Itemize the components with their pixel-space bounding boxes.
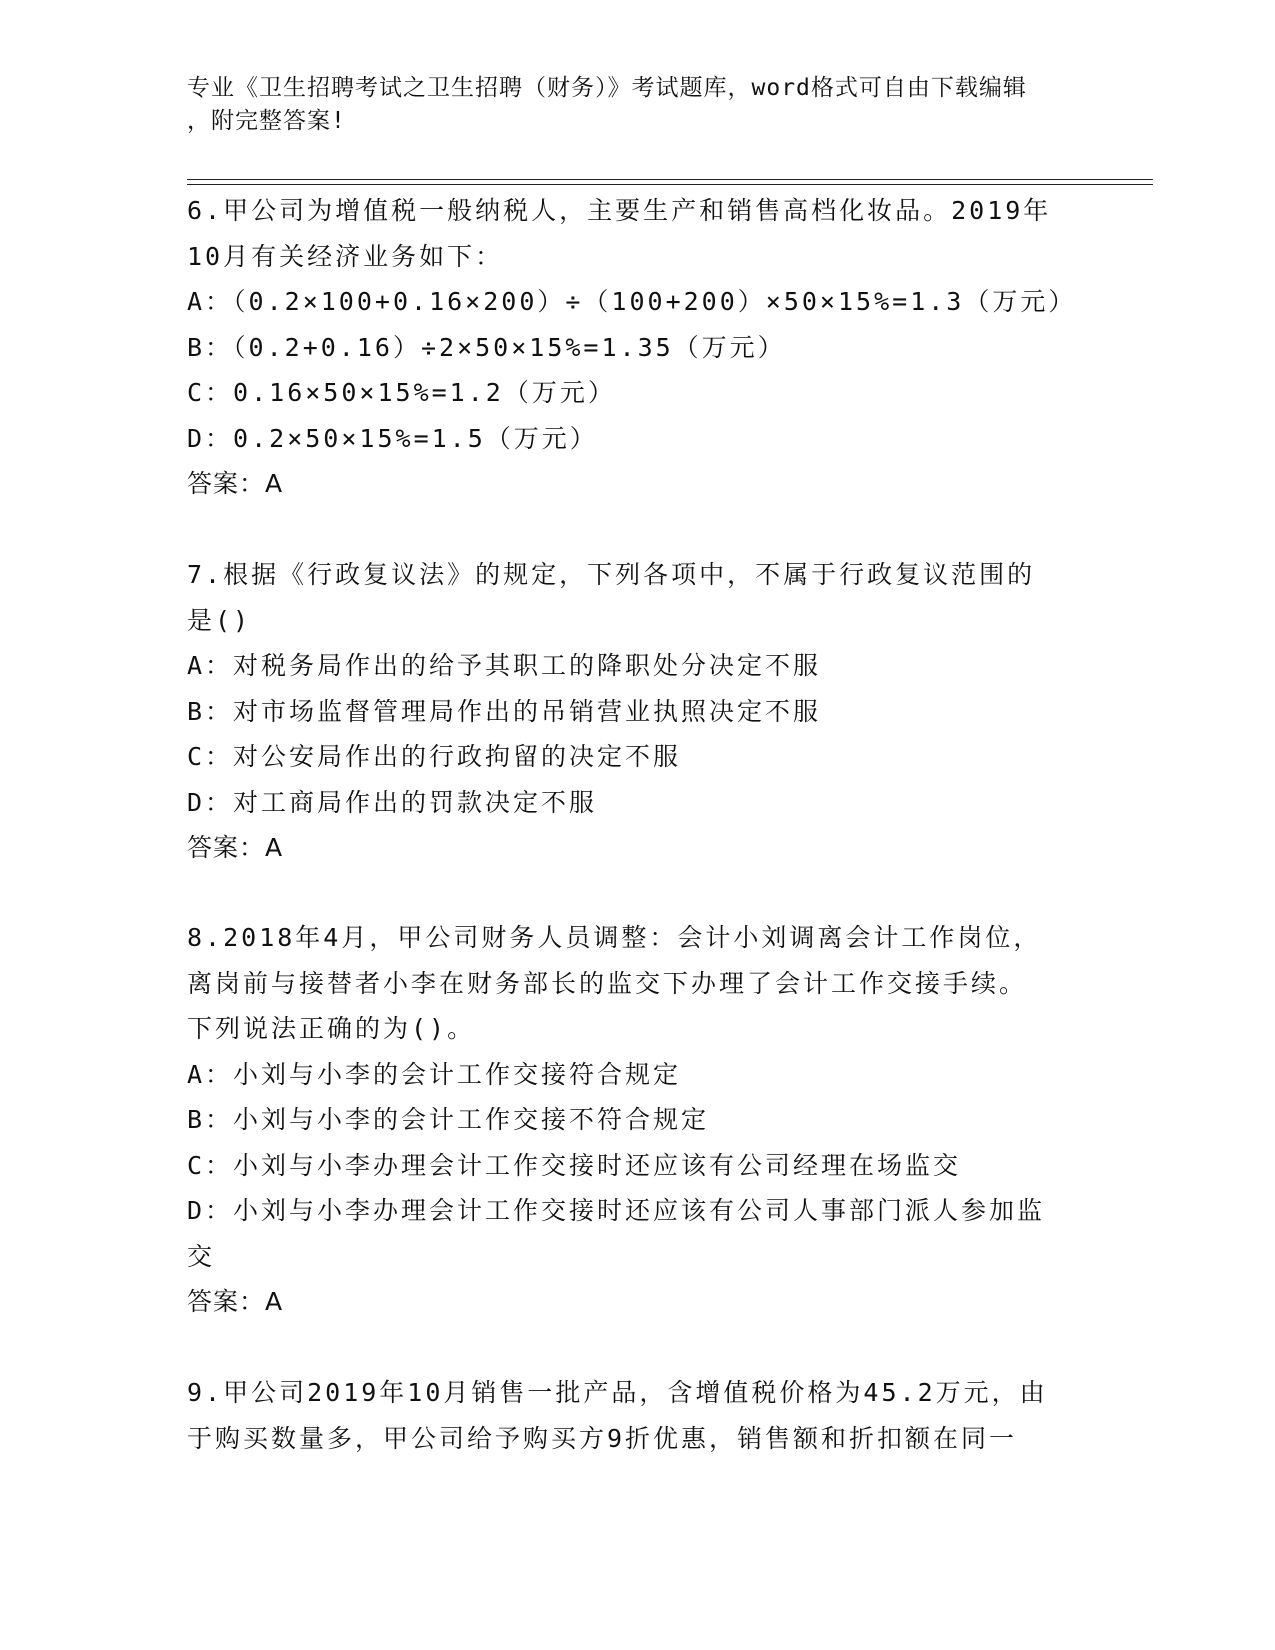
option-a: A：对税务局作出的给予其职工的降职处分决定不服 (187, 651, 822, 680)
question-9 (187, 1370, 1077, 1461)
header-line-1: 专业《卫生招聘考试之卫生招聘（财务）》考试题库，word格式可自由下载编辑 (187, 75, 1027, 101)
option-a: A：小刘与小李的会计工作交接符合规定 (187, 1059, 682, 1089)
header-divider-bottom (187, 184, 1153, 185)
question-text-line: 7.根据《行政复议法》的规定，下列各项中，不属于行政复议范围的 (187, 560, 1036, 589)
question-text-line: 于购买数量多，甲公司给予购买方9折优惠，销售额和折扣额在同一 (187, 1423, 1018, 1453)
option-d: D：小刘与小李办理会计工作交接时还应该有公司人事部门派人参加监 (187, 1196, 1046, 1225)
option-c: C：0.16×50×15%=1.2（万元） (187, 378, 616, 407)
document-header (187, 72, 1067, 138)
option-d: D：0.2×50×15%=1.5（万元） (187, 423, 598, 453)
option-a: A：（0.2×100+0.16×200）÷（100+200）×50×15%=1.3（万元） (187, 287, 1077, 316)
header-divider-top (187, 179, 1153, 180)
question-text-line: 离岗前与接替者小李在财务部长的监交下办理了会计工作交接手续。 (187, 968, 1028, 998)
question-text-line: 是() (187, 605, 252, 635)
option-b: B：（0.2+0.16）÷2×50×15%=1.35（万元） (187, 332, 786, 362)
question-text-line: 6.甲公司为增值税一般纳税人，主要生产和销售高档化妆品。2019年 (187, 196, 1052, 225)
header-line-2: ，附完整答案! (187, 108, 346, 134)
option-b: B：小刘与小李的会计工作交接不符合规定 (187, 1105, 710, 1134)
answer-line: 答案：A (187, 833, 284, 862)
answer-line: 答案：A (187, 1287, 284, 1316)
option-d-continued: 交 (187, 1241, 216, 1271)
question-text-line: 9.甲公司2019年10月销售一批产品，含增值税价格为45.2万元，由 (187, 1378, 1048, 1407)
answer-line: 答案：A (187, 469, 284, 498)
question-text-line: 10月有关经济业务如下： (187, 241, 504, 271)
question-7 (187, 552, 1077, 871)
question-8 (187, 915, 1077, 1325)
option-c: C：对公安局作出的行政拘留的决定不服 (187, 742, 682, 771)
option-b: B：对市场监督管理局作出的吊销营业执照决定不服 (187, 696, 822, 726)
option-c: C：小刘与小李办理会计工作交接时还应该有公司经理在场监交 (187, 1150, 962, 1180)
option-d: D：对工商局作出的罚款决定不服 (187, 787, 598, 817)
question-6 (187, 188, 1077, 507)
question-text-line: 下列说法正确的为()。 (187, 1014, 476, 1043)
question-text-line: 8.2018年4月，甲公司财务人员调整：会计小刘调离会计工作岗位， (187, 923, 1042, 952)
